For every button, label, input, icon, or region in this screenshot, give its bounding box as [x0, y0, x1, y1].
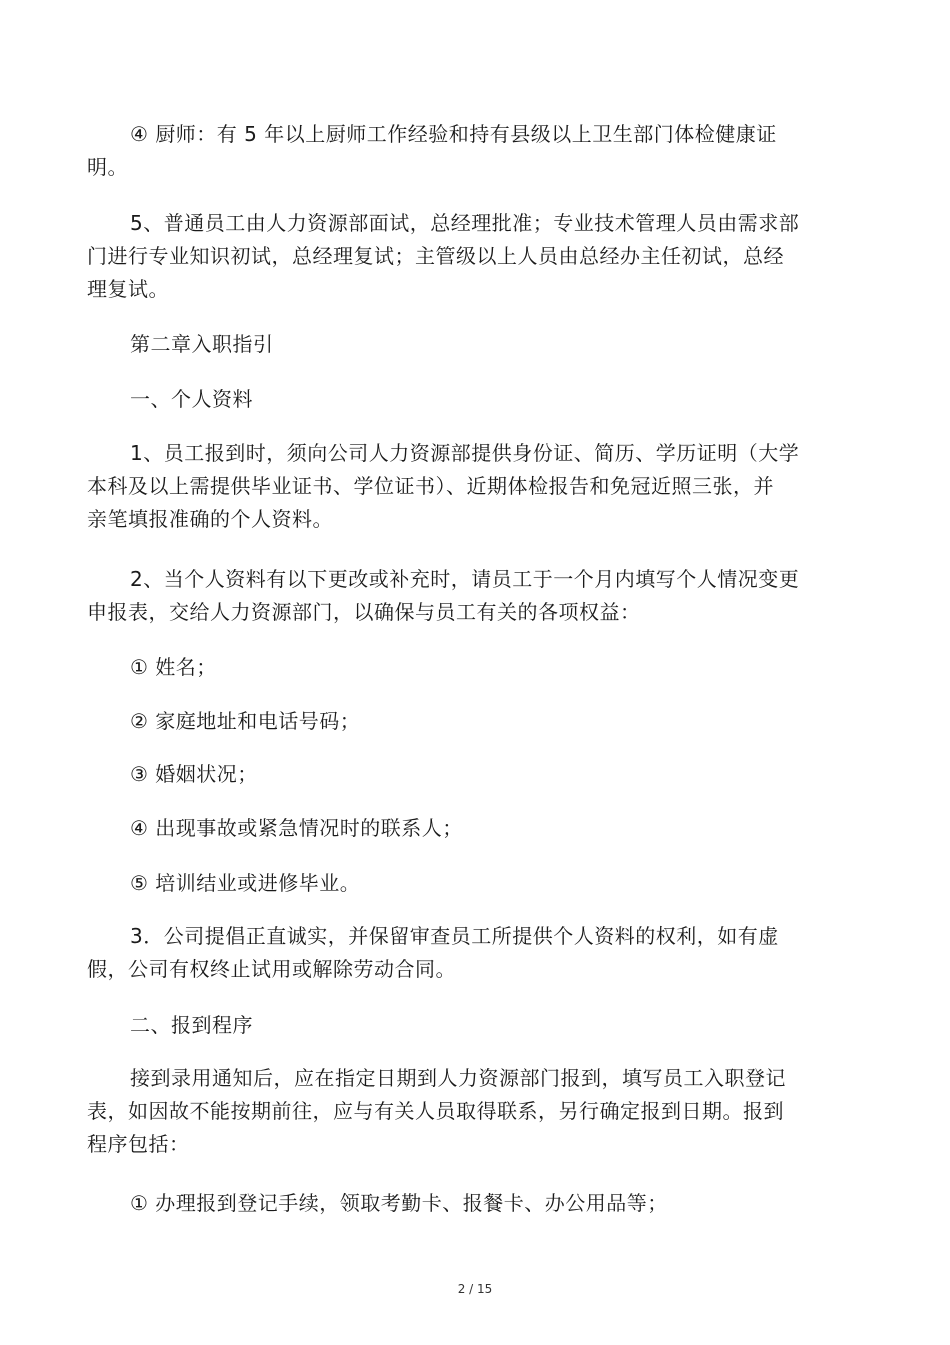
text-line: ④ 厨师：有 5 年以上厨师工作经验和持有县级以上卫生部门体检健康证 — [130, 122, 777, 146]
text-line: 接到录用通知后，应在指定日期到人力资源部门报到，填写员工入职登记 — [130, 1066, 786, 1090]
text-line: ③ 婚姻状况； — [130, 762, 258, 786]
text-line: 申报表，交给人力资源部门，以确保与员工有关的各项权益： — [87, 600, 641, 624]
list-item — [87, 705, 817, 738]
text-line: 3．公司提倡正直诚实，并保留审查员工所提供个人资料的权利，如有虚 — [130, 924, 779, 948]
paragraph-info-changes — [87, 563, 817, 629]
text-line: 第二章入职指引 — [130, 332, 274, 356]
text-line: 程序包括： — [87, 1132, 190, 1156]
paragraph-interview-process — [87, 207, 817, 306]
list-item — [87, 867, 817, 900]
section-heading-personal-info — [87, 383, 817, 416]
text-line: 表，如因故不能按期前往，应与有关人员取得联系，另行确定报到日期。报到 — [87, 1099, 784, 1123]
text-line: 门进行专业知识初试，总经理复试；主管级以上人员由总经办主任初试，总经 — [87, 244, 784, 268]
text-line: ① 办理报到登记手续，领取考勤卡、报餐卡、办公用品等； — [130, 1191, 668, 1215]
text-line: 亲笔填报准确的个人资料。 — [87, 507, 333, 531]
text-line: ② 家庭地址和电话号码； — [130, 709, 361, 733]
paragraph-reporting-procedure — [87, 1062, 817, 1161]
text-line: 本科及以上需提供毕业证书、学位证书）、近期体检报告和免冠近照三张，并 — [87, 474, 774, 498]
text-line: 一、个人资料 — [130, 387, 253, 411]
list-item — [87, 1187, 817, 1220]
text-line: ① 姓名； — [130, 655, 217, 679]
paragraph-chef-requirement — [87, 118, 817, 184]
paragraph-documents-required — [87, 437, 817, 536]
text-line: 假，公司有权终止试用或解除劳动合同。 — [87, 957, 456, 981]
text-line: ⑤ 培训结业或进修毕业。 — [130, 871, 361, 895]
text-line: 1、员工报到时，须向公司人力资源部提供身份证、简历、学历证明（大学 — [130, 441, 800, 465]
page-number: 2 / 15 — [457, 1282, 493, 1296]
text-line: 5、普通员工由人力资源部面试，总经理批准；专业技术管理人员由需求部 — [130, 211, 800, 235]
list-item — [87, 812, 817, 845]
paragraph-integrity — [87, 920, 817, 986]
section-heading-onboarding — [87, 1009, 817, 1042]
text-line: 理复试。 — [87, 277, 169, 301]
text-line: ④ 出现事故或紧急情况时的联系人； — [130, 816, 463, 840]
list-item — [87, 651, 817, 684]
text-line: 二、报到程序 — [130, 1013, 253, 1037]
text-line: 明。 — [87, 155, 128, 179]
text-line: 2、当个人资料有以下更改或补充时，请员工于一个月内填写个人情况变更 — [130, 567, 800, 591]
chapter-heading — [87, 328, 817, 361]
list-item — [87, 758, 817, 791]
